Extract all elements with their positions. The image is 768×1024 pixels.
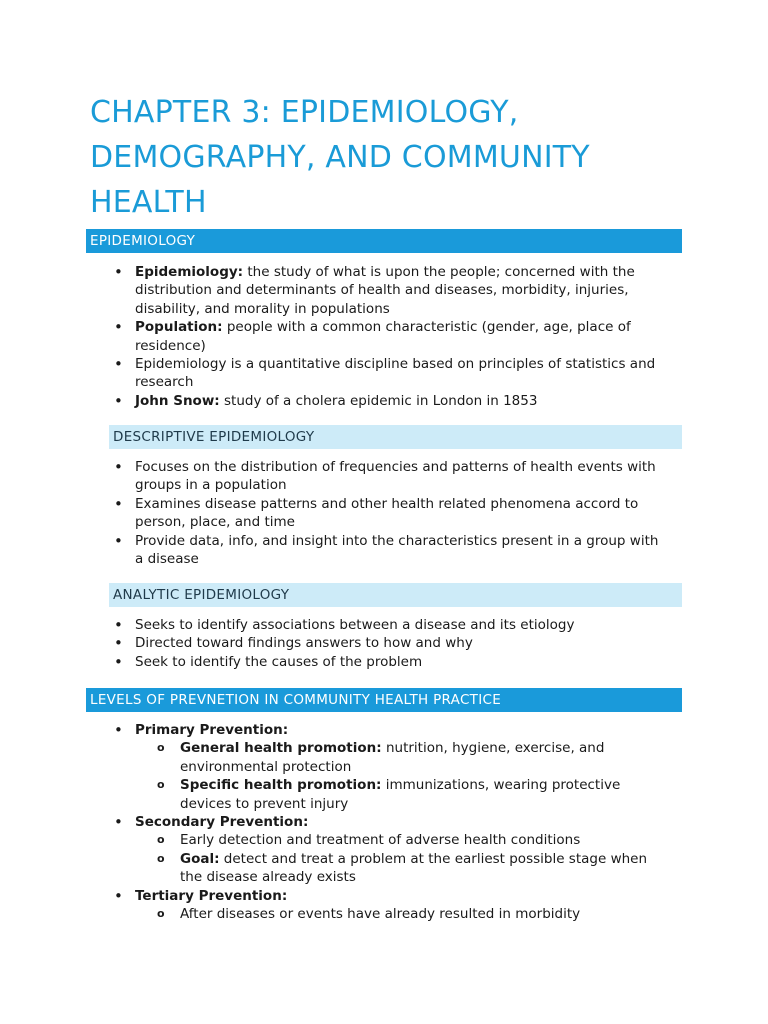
list-item: • Secondary Prevention: o Early detection and treatment of adverse health conditions o Goal: detect and treat a problem at the earliest possible stage when the disease already exists	[110, 813, 670, 887]
sub-list-item: o General health promotion: nutrition, hygiene, exercise, and environmental protection	[135, 739, 670, 776]
list-item: • Tertiary Prevention: o After diseases or events have already resulted in morbidity	[110, 887, 670, 924]
list-item: • Provide data, info, and insight into the characteristics present in a group with a disease	[110, 532, 670, 569]
epidemiology-list	[110, 263, 670, 410]
prevention-list	[110, 721, 670, 923]
sub-list-item: o Goal: detect and treat a problem at the earliest possible stage when the disease already exists	[135, 850, 670, 887]
sub-list-item: o Early detection and treatment of adverse health conditions	[135, 831, 670, 849]
list-item: • Epidemiology is a quantitative discipline based on principles of statistics and research	[110, 355, 670, 392]
section-heading-descriptive: DESCRIPTIVE EPIDEMIOLOGY	[109, 425, 682, 449]
sub-list-item: o After diseases or events have already resulted in morbidity	[135, 905, 670, 923]
section-heading-prevention: LEVELS OF PREVNETION IN COMMUNITY HEALTH PRACTICE	[86, 688, 682, 712]
list-item: • John Snow: study of a cholera epidemic in London in 1853	[110, 392, 670, 410]
list-item: • Epidemiology: the study of what is upon the people; concerned with the distribution and determinants of health and diseases, morbidity, injuries, disability, and morality in populations	[110, 263, 670, 318]
descriptive-list	[110, 458, 670, 568]
list-item: • Seek to identify the causes of the problem	[110, 653, 670, 671]
list-item: • Population: people with a common characteristic (gender, age, place of residence)	[110, 318, 670, 355]
list-item: • Directed toward findings answers to how and why	[110, 634, 670, 652]
sub-list	[135, 905, 670, 923]
list-item: • Focuses on the distribution of frequencies and patterns of health events with groups in a population	[110, 458, 670, 495]
list-item: • Examines disease patterns and other health related phenomena accord to person, place, and time	[110, 495, 670, 532]
sub-list	[135, 831, 670, 886]
sub-list-item: o Specific health promotion: immunizations, wearing protective devices to prevent injury	[135, 776, 670, 813]
analytic-list	[110, 616, 670, 671]
list-item: • Seeks to identify associations between a disease and its etiology	[110, 616, 670, 634]
page-title: CHAPTER 3: EPIDEMIOLOGY, DEMOGRAPHY, AND COMMUNITY HEALTH	[90, 95, 590, 220]
section-heading-epidemiology: EPIDEMIOLOGY	[86, 229, 682, 253]
section-heading-analytic: ANALYTIC EPIDEMIOLOGY	[109, 583, 682, 607]
sub-list	[135, 739, 670, 813]
list-item: • Primary Prevention: o General health promotion: nutrition, hygiene, exercise, and environmental protection o Specific health promotion: immunizations, wearing protective devices to prevent injury	[110, 721, 670, 813]
